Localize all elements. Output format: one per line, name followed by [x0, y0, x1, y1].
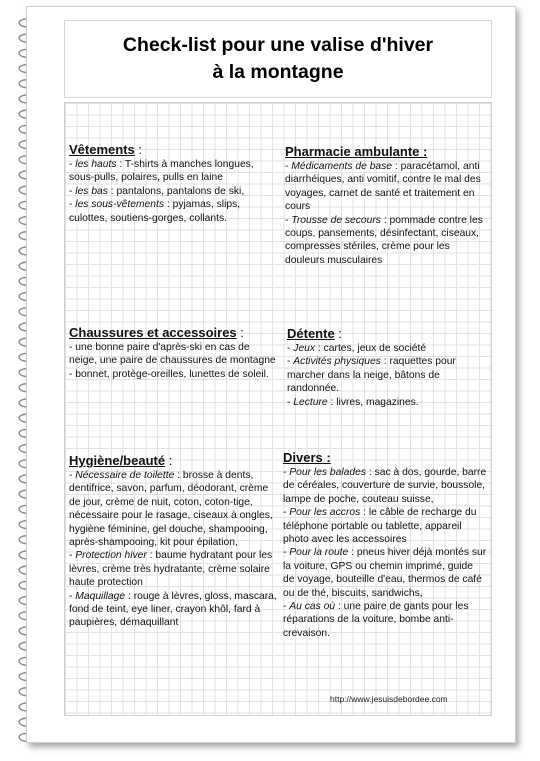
- item-category: Pour la route: [289, 547, 349, 559]
- section-heading: Pharmacie ambulante :: [285, 144, 428, 159]
- title-box: [64, 20, 492, 98]
- list-item: [283, 506, 487, 546]
- item-bullet: -: [69, 159, 76, 170]
- item-bullet: -: [69, 590, 76, 602]
- item-bullet: -: [287, 343, 294, 354]
- item-category: Au cas où: [289, 601, 336, 613]
- item-category: les hauts: [75, 159, 117, 170]
- section-heading: Chaussures et accessoires :: [69, 325, 244, 340]
- item-category: Protection hiver: [75, 550, 147, 562]
- grid-paper: [64, 102, 492, 716]
- section-heading: Vêtements :: [69, 142, 142, 157]
- item-text: : pneus hiver déjà montés sur la voiture, GPS ou chemin imprimé, guide de voyage, bouteille d'eau, thermos de café ou de thé, biscuits, sandwichs,: [283, 547, 487, 599]
- section-chaussures: [69, 324, 279, 381]
- item-category: Jeux: [293, 343, 316, 354]
- item-bullet: -: [283, 547, 290, 559]
- item-bullet: -: [285, 161, 292, 172]
- list-item: [285, 214, 485, 268]
- page-title-line-2: à la montagne: [212, 61, 344, 83]
- section-heading: Détente :: [287, 326, 342, 341]
- section-pharmacie: [285, 143, 485, 267]
- list-item: [287, 396, 485, 409]
- page-title-line-1: Check-list pour une valise d'hiver: [122, 34, 434, 56]
- item-category: Trousse de secours: [291, 214, 381, 226]
- item-text: : pommade contre les coups, pansements, désinfectant, ciseaux, compresses stériles, crème pour les douleurs musculaires: [285, 214, 483, 266]
- list-item: [69, 198, 274, 225]
- section-heading: Hygiène/beauté :: [69, 453, 173, 468]
- item-bullet: -: [285, 214, 292, 226]
- footer-url[interactable]: http://www.jesuisdebordee.com: [330, 694, 448, 704]
- item-text: : une paire de gants pour les réparations de la voiture, bombe anti-crevaison.: [283, 601, 469, 639]
- item-category: Pour les balades: [289, 467, 367, 478]
- item-bullet: -: [287, 396, 294, 408]
- list-item: [285, 160, 485, 214]
- section-vetements: [69, 141, 274, 225]
- item-bullet: -: [283, 507, 290, 519]
- item-bullet: -: [283, 467, 290, 478]
- item-text: : le câble de recharge du téléphone portable ou tablette, appareil photo avec les accessoires: [283, 507, 477, 546]
- item-text: : T-shirts à manches longues, sous-pulls, polaires, pulls en laine: [69, 159, 254, 184]
- list-item: [69, 469, 279, 549]
- list-item: [287, 355, 485, 395]
- item-bullet: -: [283, 601, 290, 613]
- item-text: : baume hydratant pour les lèvres, crème très hydratante, crème solaire haute protection: [69, 550, 273, 589]
- section-divers: [283, 449, 487, 640]
- item-text: : pantalons, pantalons de ski,: [107, 185, 245, 197]
- item-category: Maquillage: [75, 590, 126, 602]
- item-bullet: -: [287, 356, 294, 368]
- list-item: [283, 546, 487, 600]
- item-category: Nécessaire de toilette: [75, 470, 175, 481]
- item-bullet: -: [69, 550, 76, 562]
- list-item: [69, 368, 279, 381]
- item-bullet: -: [69, 199, 76, 211]
- item-category: Médicaments de base: [291, 161, 393, 172]
- item-text: : raquettes pour marcher dans la neige, bâtons de randonnée.: [287, 356, 456, 395]
- section-detente: [287, 325, 485, 409]
- item-text: - une bonne paire d'après-ski en cas de neige, une paire de chaussures de montagne: [69, 342, 276, 367]
- item-text: : brosse à dents, dentifrice, savon, parfum, déodorant, crème de jour, crème de nuit, coton, coton-tige, nécessaire pour le rasage, ciseaux à ongles, hygiène féminine, gel douche, shampooing, après-shampooing, kit pour épilation,: [69, 470, 273, 549]
- item-category: les bas: [75, 185, 108, 197]
- item-text: : cartes, jeux de société: [315, 343, 427, 354]
- list-item: [69, 341, 279, 368]
- item-text: : sac à dos, gourde, barre de céréales, couverture de survie, boussole, lampe de poche, couteau suisse,: [283, 467, 487, 505]
- list-item: [69, 549, 279, 589]
- item-text: : pyjamas, slips, culottes, soutiens-gorges, collants.: [69, 199, 241, 224]
- item-category: Lecture: [293, 396, 328, 408]
- item-text: : livres, magazines.: [327, 396, 419, 408]
- list-item: [69, 590, 279, 630]
- item-bullet: -: [69, 185, 76, 197]
- list-item: [283, 466, 487, 506]
- list-item: [283, 600, 487, 640]
- item-bullet: -: [69, 470, 76, 481]
- list-item: [69, 185, 274, 198]
- item-text: : paracétamol, anti diarrhéiques, anti vomitif, contre le mal des voyages, carnet de santé et traitement en cours: [285, 161, 481, 213]
- list-item: [69, 158, 274, 185]
- item-text: : rouge à lèvres, gloss, mascara, fond de teint, eye liner, crayon khôl, fard à paupières, démaquillant: [69, 590, 277, 629]
- section-hygiene: [69, 452, 279, 630]
- list-item: [287, 342, 485, 355]
- item-category: Activités physiques: [293, 356, 381, 368]
- item-category: les sous-vêtements: [75, 199, 165, 211]
- section-heading: Divers :: [283, 450, 331, 465]
- item-text: - bonnet, protège-oreilles, lunettes de soleil.: [69, 368, 269, 380]
- item-category: Pour les accros: [289, 507, 361, 519]
